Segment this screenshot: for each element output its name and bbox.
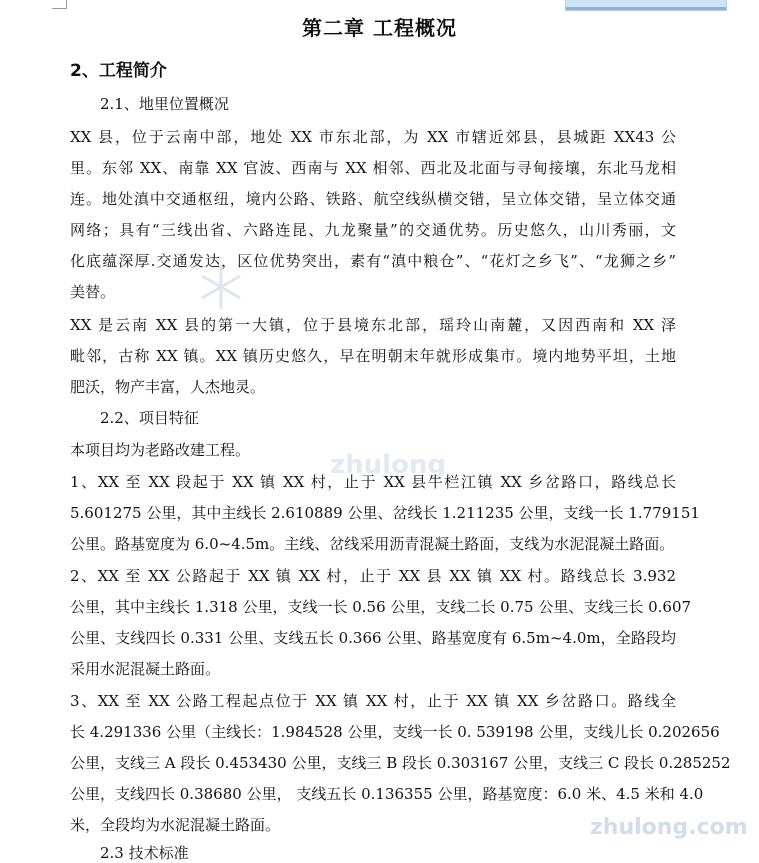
toolbar-strip [565, 0, 727, 11]
paragraph-line: 里。东邻 XX、南靠 XX 官波、西南与 XX 相邻、西北及北面与寻甸接壤，东北马龙相 [70, 159, 676, 177]
paragraph-line: 毗邻，古称 XX 镇。XX 镇历史悠久，早在明朝末年就形成集市。境内地势平坦，土地 [70, 347, 676, 365]
center-watermark: zhulong [330, 450, 447, 480]
section-heading: 2、工程简介 [70, 61, 167, 81]
paragraph-line: 化底蕴深厚.交通发达，区位优势突出，素有“滇中粮仓”、“花灯之乡飞”、“龙狮之乡” [70, 252, 676, 270]
subsection-title-features: 2.2、项目特征 [100, 409, 199, 427]
paragraph-line: 采用水泥混凝土路面。 [70, 660, 221, 678]
paragraph-line: 公里，其中主线长 1.318 公里，支线一长 0.56 公里，支线二长 0.75 公里、支线三长 0.607 [70, 598, 692, 616]
paragraph-line: 3、XX 至 XX 公路工程起点位于 XX 镇 XX 村，止于 XX 镇 XX 乡岔路口。路线全 [70, 692, 676, 710]
paragraph-line: XX 县，位于云南中部，地处 XX 市东北部，为 XX 市辖近郊县，县城距 XX43 公 [70, 128, 676, 146]
chapter-title: 第二章 工程概况 [302, 16, 457, 40]
paragraph-line: 2、XX 至 XX 公路起于 XX 镇 XX 村，止于 XX 县 XX 镇 XX 村。路线总长 3.932 [70, 567, 676, 585]
subsection-title-standards: 2.3 技术标准 [100, 844, 189, 862]
paragraph-line: 肥沃，物产丰富，人杰地灵。 [70, 378, 266, 396]
paragraph-line: 公里、支线四长 0.331 公里、支线五长 0.366 公里、路基宽度有 6.5m~4.0m，全路段均 [70, 629, 676, 647]
paragraph-line: 公里，支线三 A 段长 0.453430 公里，支线三 B 段长 0.303167 公里，支线三 C 段长 0.285252 [70, 754, 731, 772]
paragraph-line: 公里，支线四长 0.38680 公里， 支线五长 0.136355 公里，路基宽度：6.0 米、4.5 米和 4.0 [70, 785, 704, 803]
paragraph-line: 1、XX 至 XX 段起于 XX 镇 XX 村，止于 XX 县牛栏江镇 XX 乡岔路口，路线总长 [70, 473, 676, 491]
paragraph-line: 长 4.291336 公里（主线长：1.984528 公里，支线一长 0. 539198 公里，支线儿长 0.202656 [70, 723, 720, 741]
subsection-title-location: 2.1、地里位置概况 [100, 95, 229, 113]
bottom-watermark: zhulong.com [590, 815, 748, 840]
paragraph-line: 公里。路基宽度为 6.0~4.5m。主线、岔线采用沥青混凝土路面，支线为水泥混凝土路面。 [70, 535, 675, 553]
paragraph-line: XX 是云南 XX 县的第一大镇，位于县境东北部，瑶玲山南麓，又因西南和 XX 泽 [70, 316, 676, 334]
paragraph-line: 美替。 [70, 283, 116, 301]
paragraph-line: 5.601275 公里，其中主线长 2.610889 公里、岔线长 1.211235 公里，支线一长 1.779151 [70, 504, 700, 522]
page-corner-mark [52, 0, 67, 9]
paragraph-line: 本项目均为老路改建工程。 [70, 441, 251, 459]
paragraph-line: 网络；具有“三线出省、六路连昆、九龙聚量”的交通优势。历史悠久，山川秀丽，文 [70, 221, 676, 239]
paragraph-line: 连。地处滇中交通枢纽，境内公路、铁路、航空线纵横交错，呈立体交错，呈立体交通 [70, 190, 676, 208]
paragraph-line: 米，全段均为水泥混凝土路面。 [70, 816, 281, 834]
